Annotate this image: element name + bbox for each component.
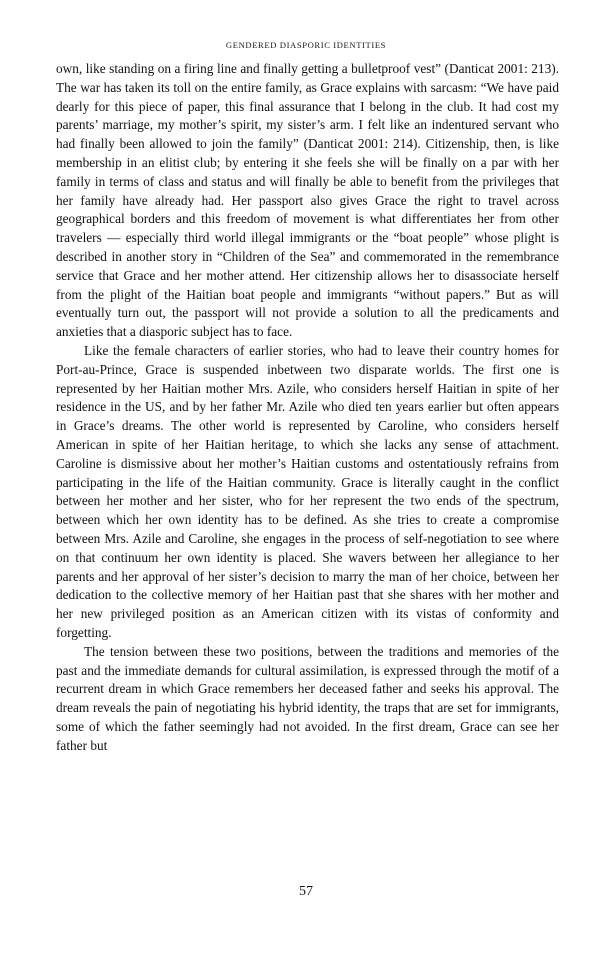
page-number: 57 — [299, 884, 313, 899]
running-head: GENDERED DIASPORIC IDENTITIES — [225, 40, 387, 50]
paragraph-2: Like the female characters of earlier stories, who had to leave their country homes for Port-au-Prince, Grace is suspended inbetween two disparate worlds. The first one is represented by her Haitian mother Mrs. Azile, who considers herself Haitian in spite of her residence in the US, and by her father Mr. Azile who died ten years earlier but often appears in Grace’s dreams. The other world is represented by Caroline, who considers herself American in spite of her Haitian heritage, to which she lacks any sense of attachment. Caroline is dismissive about her mother’s Haitian customs and ostentatiously refrains from participating in the life of the Haitian community. Grace is literally caught in the conflict between her mother and her sister, who for her represent the two ends of the spectrum, between which her own identity has to be defined. As she tries to create a compromise between Mrs. Azile and Caroline, she engages in the process of self-negotiation to see where on that continuum her own identity is placed. She wavers between her allegiance to her parents and her approval of her sister’s decision to marry the man of her choice, between her dedication to the collective memory of her Haitian past that she shares with her mother and her new privileged position as an American citizen with its vistas of conformity and forgetting. — [56, 342, 559, 640]
paragraph-3: The tension between these two positions, between the traditions and memories of the past and the immediate demands for cultural assimilation, is expressed through the motif of a recurrent dream in which Grace remembers her deceased father and seeks his approval. The dream reveals the pain of negotiating his hybrid identity, the traps that are set for immigrants, some of which the father seemingly had not avoided. In the first dream, Grace can see her father but — [56, 643, 559, 753]
paragraph-1: own, like standing on a firing line and finally getting a bulletproof vest” (Danticat 2001: 213). The war has taken its toll on the entire family, as Grace explains with sarcasm: “We have paid dearly for this piece of paper, this final assurance that I belong in the club. It had cost my parents’ marriage, my mother’s spirit, my sister’s arm. I felt like an indentured servant who had finally been allowed to join the family” (Danticat 2001: 214). Citizenship, then, is like membership in an elitist club; by entering it she feels she will be finally on a par with her family in terms of class and status and will finally be able to benefit from the privileges that her family have already had. Her passport also gives Grace the right to travel across geographical borders and this freedom of movement is what differentiates her from other travelers — especially third world illegal immigrants or the “boat people” whose plight is described in another story in “Children of the Sea” and commemorated in the remembrance service that Grace and her mother attend. Her citizenship allows her to disassociate herself from the plight of the Haitian boat people and immigrants “without papers.” But as will eventually turn out, the passport will not provide a solution to all the predicaments and anxieties that a diasporic subject has to face. — [56, 61, 559, 340]
body-text — [56, 60, 559, 755]
